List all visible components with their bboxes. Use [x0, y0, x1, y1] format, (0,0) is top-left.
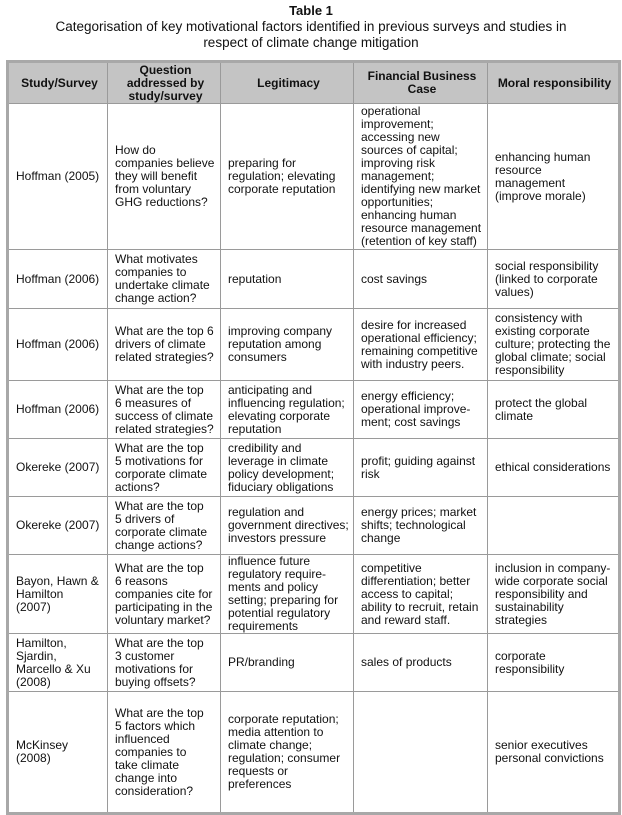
table-row	[8, 439, 620, 497]
cell-study: Okereke (2007)	[8, 497, 108, 555]
table-row	[8, 104, 620, 250]
cell-question: What are the top 5 factors which influenced companies to take climate change into consideration?	[108, 692, 221, 814]
table-row	[8, 309, 620, 381]
cell-moral: social responsibility (linked to corporate values)	[488, 250, 620, 309]
header-legitimacy: Legitimacy	[221, 62, 354, 104]
cell-question: What are the top 6 reasons companies cite for participating in the voluntary market?	[108, 555, 221, 634]
cell-study: Bayon, Hawn & Hamilton (2007)	[8, 555, 108, 634]
cell-study: Hoffman (2005)	[8, 104, 108, 250]
cell-study: McKinsey (2008)	[8, 692, 108, 814]
cell-legitimacy: corporate reputation; media attention to climate change; regulation; consumer requests or preferences	[221, 692, 354, 814]
header-question: Question addressed by study/survey	[108, 62, 221, 104]
table-title: Table 1	[289, 3, 333, 18]
cell-financial: energy prices; market shifts; technological change	[354, 497, 488, 555]
motivational-factors-table	[6, 60, 621, 815]
cell-study: Hoffman (2006)	[8, 250, 108, 309]
cell-legitimacy: credibility and leverage in climate policy development; fiduciary obligations	[221, 439, 354, 497]
cell-moral: inclusion in company- wide corporate social responsibility and sustainability strategies	[488, 555, 620, 634]
cell-financial: sales of products	[354, 634, 488, 692]
cell-legitimacy: anticipating and influencing regulation; elevating corporate reputation	[221, 381, 354, 439]
cell-question: What are the top 5 drivers of corporate climate change actions?	[108, 497, 221, 555]
cell-moral	[488, 497, 620, 555]
cell-financial: energy efficiency; operational improve- ment; cost savings	[354, 381, 488, 439]
cell-financial	[354, 692, 488, 814]
cell-legitimacy: regulation and government directives; investors pressure	[221, 497, 354, 555]
table-row	[8, 634, 620, 692]
cell-question: What are the top 6 drivers of climate related strategies?	[108, 309, 221, 381]
table-row	[8, 381, 620, 439]
cell-question: What motivates companies to undertake climate change action?	[108, 250, 221, 309]
cell-financial: cost savings	[354, 250, 488, 309]
header-row	[8, 62, 620, 104]
cell-moral: protect the global climate	[488, 381, 620, 439]
table-row	[8, 497, 620, 555]
table-row	[8, 250, 620, 309]
cell-legitimacy: preparing for regulation; elevating corporate reputation	[221, 104, 354, 250]
cell-financial: operational improvement; accessing new sources of capital; improving risk management; identifying new market opportunities; enhancing human resource management (retention of key staff)	[354, 104, 488, 250]
cell-question: What are the top 6 measures of success of climate related strategies?	[108, 381, 221, 439]
cell-legitimacy: PR/branding	[221, 634, 354, 692]
cell-legitimacy: improving company reputation among consumers	[221, 309, 354, 381]
table-row	[8, 692, 620, 814]
header-moral: Moral responsibility	[488, 62, 620, 104]
header-study: Study/Survey	[8, 62, 108, 104]
cell-question: What are the top 5 motivations for corporate climate actions?	[108, 439, 221, 497]
cell-moral: ethical considerations	[488, 439, 620, 497]
cell-study: Okereke (2007)	[8, 439, 108, 497]
cell-moral: senior executives personal convictions	[488, 692, 620, 814]
table-caption: Categorisation of key motivational factors identified in previous surveys and studies in respect of climate change mitigation	[55, 19, 567, 50]
cell-financial: desire for increased operational efficiency; remaining competitive with industry peers.	[354, 309, 488, 381]
cell-moral: enhancing human resource management (improve morale)	[488, 104, 620, 250]
header-financial: Financial Business Case	[354, 62, 488, 104]
cell-moral: consistency with existing corporate culture; protecting the global climate; social responsibility	[488, 309, 620, 381]
cell-study: Hoffman (2006)	[8, 381, 108, 439]
cell-question: How do companies believe they will benefit from voluntary GHG reductions?	[108, 104, 221, 250]
cell-legitimacy: reputation	[221, 250, 354, 309]
cell-study: Hoffman (2006)	[8, 309, 108, 381]
cell-financial: profit; guiding against risk	[354, 439, 488, 497]
table-row	[8, 555, 620, 634]
cell-financial: competitive differentiation; better access to capital; ability to recruit, retain and reward staff.	[354, 555, 488, 634]
cell-study: Hamilton, Sjardin, Marcello & Xu (2008)	[8, 634, 108, 692]
cell-question: What are the top 3 customer motivations for buying offsets?	[108, 634, 221, 692]
cell-moral: corporate responsibility	[488, 634, 620, 692]
cell-legitimacy: influence future regulatory require- ments and policy setting; preparing for potential regulatory requirements	[221, 555, 354, 634]
